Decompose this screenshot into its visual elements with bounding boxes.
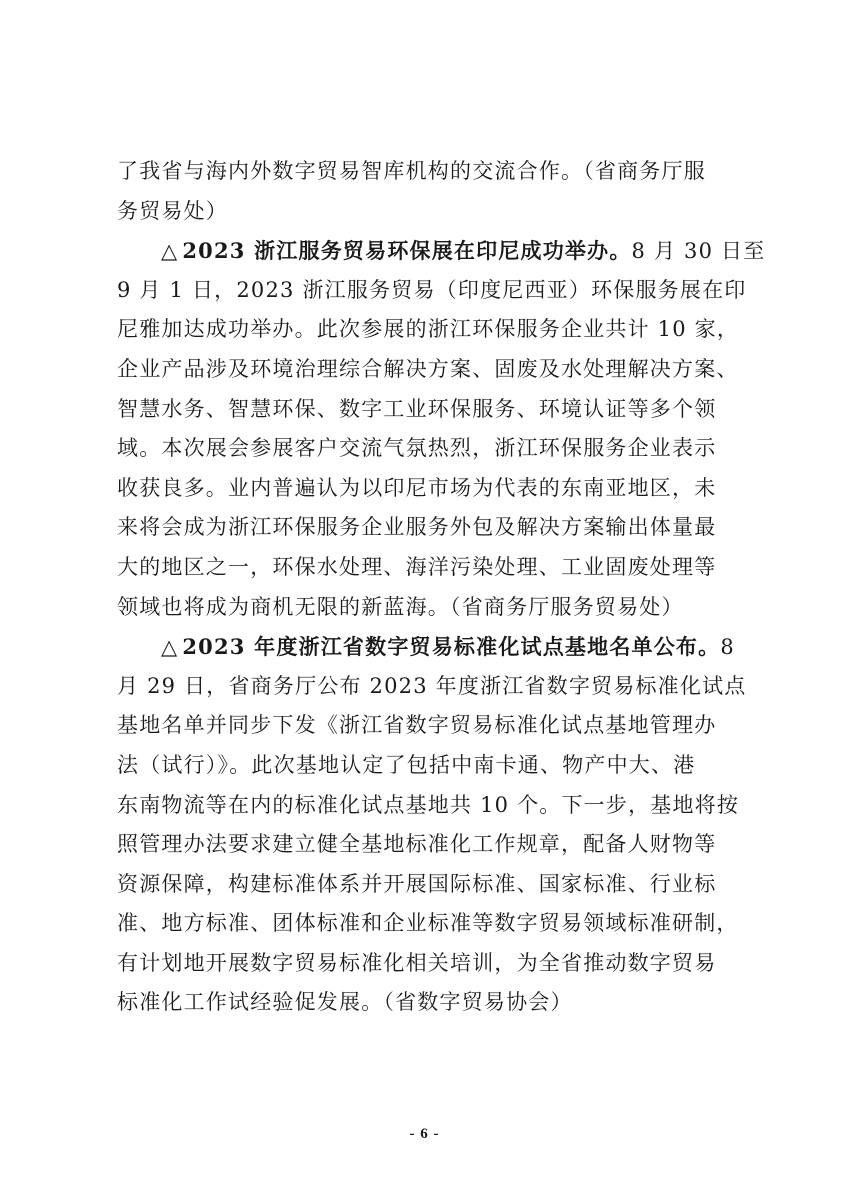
news-item-first-line: [117, 231, 766, 271]
text-line: 法（试行）》。此次基地认定了包括中南卡通、物产中大、港: [117, 752, 696, 777]
text-line: 照管理办法要求建立健全基地标准化工作规章，配备人财物等: [117, 832, 717, 857]
page-number: - 6 -: [409, 1126, 440, 1142]
text-line: 基地名单并同步下发《浙江省数字贸易标准化试点基地管理办: [117, 713, 717, 738]
triangle-marker-icon: △: [161, 635, 179, 660]
text-line: 务贸易处）: [117, 198, 228, 223]
news-item-heading: 2023 浙江服务贸易环保展在印尼成功举办。: [182, 238, 632, 264]
text-line: 了我省与海内外数字贸易智库机构的交流合作。（省商务厅服: [117, 159, 706, 183]
news-item-first-line: [117, 627, 753, 667]
text-line: 有计划地开展数字贸易标准化相关培训，为全省推动数字贸易: [117, 950, 717, 975]
news-item-heading: 2023 年度浙江省数字贸易标准化试点基地名单公布。: [182, 634, 721, 660]
news-item-standardization-bases: [117, 627, 753, 1023]
text-line: 准、地方标准、团体标准和企业标准等数字贸易领域标准研制，: [117, 911, 739, 936]
text-line: 企业产品涉及环境治理综合解决方案、固废及水处理解决方案、: [117, 356, 739, 381]
paragraph-continuation: [117, 152, 753, 231]
text-segment: 8: [720, 635, 735, 660]
text-line: 月 29 日，省商务厅公布 2023 年度浙江省数字贸易标准化试点: [117, 673, 747, 698]
text-line: 智慧水务、智慧环保、数字工业环保服务、环境认证等多个领: [117, 396, 717, 421]
text-line: 大的地区之一，环保水处理、海洋污染处理、工业固废处理等: [117, 554, 717, 579]
text-line: 标准化工作试经验促发展。（省数字贸易协会）: [117, 990, 573, 1015]
text-line: 来将会成为浙江环保服务企业服务外包及解决方案输出体量最: [117, 515, 717, 540]
text-line: 资源保障，构建标准体系并开展国际标准、国家标准、行业标: [117, 871, 717, 896]
text-line: 收获良多。业内普遍认为以印尼市场为代表的东南亚地区，未: [117, 475, 717, 500]
text-line: 域。本次展会参展客户交流气氛热烈，浙江环保服务企业表示: [117, 436, 717, 461]
text-line: 9 月 1 日，2023 浙江服务贸易（印度尼西亚）环保服务展在印: [117, 277, 747, 302]
text-line: 领域也将成为商机无限的新蓝海。（省商务厅服务贸易处）: [117, 594, 684, 619]
text-line: 东南物流等在内的标准化试点基地共 10 个。下一步，基地将按: [117, 792, 740, 817]
news-item-environmental-expo: [117, 231, 766, 627]
text-segment: 8 月 30 日至: [631, 239, 766, 264]
text-line: 尼雅加达成功举办。此次参展的浙江环保服务企业共计 10 家，: [117, 317, 740, 342]
document-body: [117, 152, 766, 1023]
triangle-marker-icon: △: [161, 239, 179, 264]
